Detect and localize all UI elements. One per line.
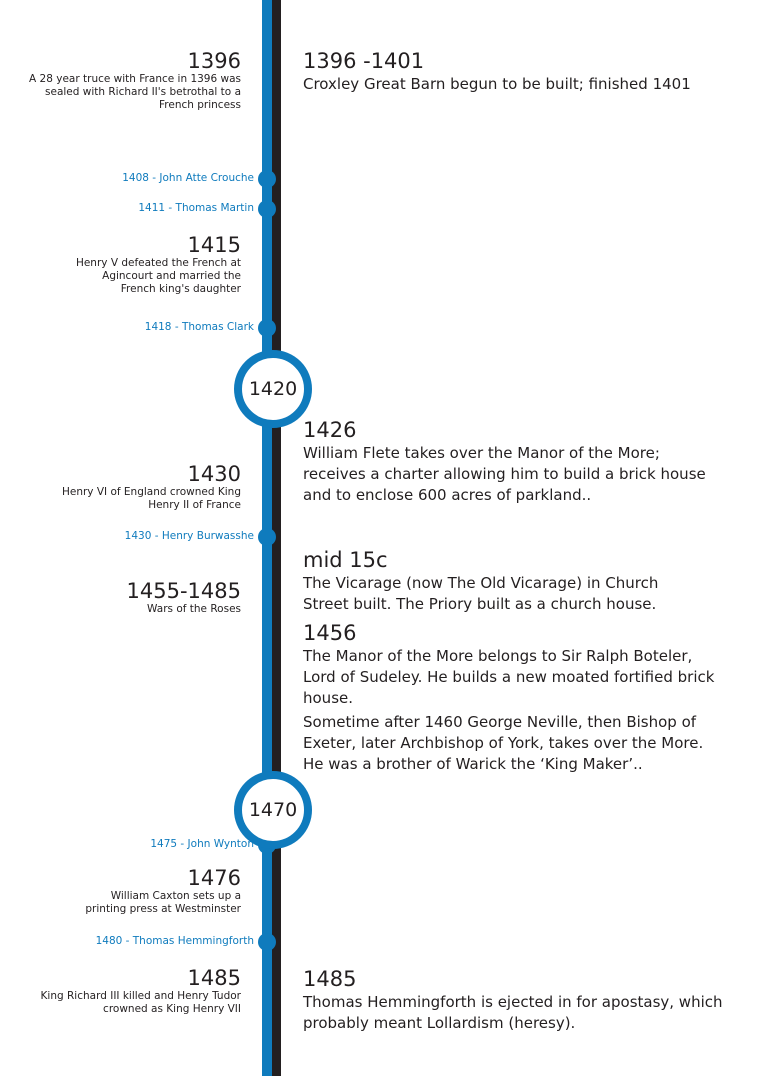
person-label: 1430 - Henry Burwasshe [124, 530, 254, 542]
timeline-marker [258, 319, 276, 337]
right-event [303, 712, 743, 775]
decade-label: 1420 [248, 378, 298, 400]
event-text: A 28 year truce with France in 1396 was sealed with Richard II's betrothal to a French princess [29, 73, 241, 111]
person-label: 1418 - Thomas Clark [144, 321, 254, 333]
left-event [11, 866, 241, 916]
decade-marker-1420 [234, 350, 312, 428]
event-year: 1426 [303, 418, 357, 442]
right-event [303, 49, 743, 95]
event-year: 1485 [187, 966, 241, 990]
event-year: 1396 [187, 49, 241, 73]
event-text: Thomas Hemmingforth is ejected in for apostasy, which probably meant Lollardism (heresy). [303, 993, 723, 1032]
left-event [11, 579, 241, 616]
event-text: Wars of the Roses [147, 603, 241, 615]
timeline-marker [258, 528, 276, 546]
right-event [303, 418, 743, 506]
event-text: William Caxton sets up a printing press at Westminster [85, 890, 241, 915]
event-year: mid 15c [303, 548, 388, 572]
decade-label: 1470 [248, 799, 298, 821]
timeline-marker [258, 200, 276, 218]
event-text: The Manor of the More belongs to Sir Ralph Boteler, Lord of Sudeley. He builds a new moated fortified brick house. [303, 647, 715, 707]
left-event [11, 233, 241, 296]
event-year: 1476 [187, 866, 241, 890]
event-year: 1396 -1401 [303, 49, 425, 73]
left-event [11, 966, 241, 1016]
event-text: Henry VI of England crowned King Henry II of France [61, 486, 241, 511]
person-label: 1408 - John Atte Crouche [122, 172, 254, 184]
event-year: 1415 [187, 233, 241, 257]
left-event [11, 462, 241, 512]
timeline-marker [258, 170, 276, 188]
event-text: The Vicarage (now The Old Vicarage) in Church Street built. The Priory built as a church house. [303, 574, 659, 613]
timeline-marker [258, 933, 276, 951]
event-year: 1485 [303, 967, 357, 991]
event-year: 1456 [303, 621, 357, 645]
event-text: Croxley Great Barn begun to be built; finished 1401 [303, 75, 691, 93]
event-text: King Richard III killed and Henry Tudor crowned as King Henry VII [40, 990, 241, 1015]
event-year: 1430 [187, 462, 241, 486]
event-text: William Flete takes over the Manor of the More; receives a charter allowing him to build a brick house and to enclose 600 acres of parkland.. [303, 444, 706, 504]
right-event [303, 548, 743, 615]
event-year: 1455-1485 [126, 579, 241, 603]
person-label: 1475 - John Wynton [150, 838, 254, 850]
left-event [11, 49, 241, 112]
right-event [303, 621, 743, 709]
event-text: Sometime after 1460 George Neville, then Bishop of Exeter, later Archbishop of York, takes over the More. He was a brother of Warick the ‘King Maker’.. [303, 713, 704, 773]
event-text: Henry V defeated the French at Agincourt and married the French king's daughter [75, 257, 241, 295]
person-label: 1411 - Thomas Martin [138, 202, 254, 214]
person-label: 1480 - Thomas Hemmingforth [95, 935, 254, 947]
right-event [303, 967, 743, 1034]
